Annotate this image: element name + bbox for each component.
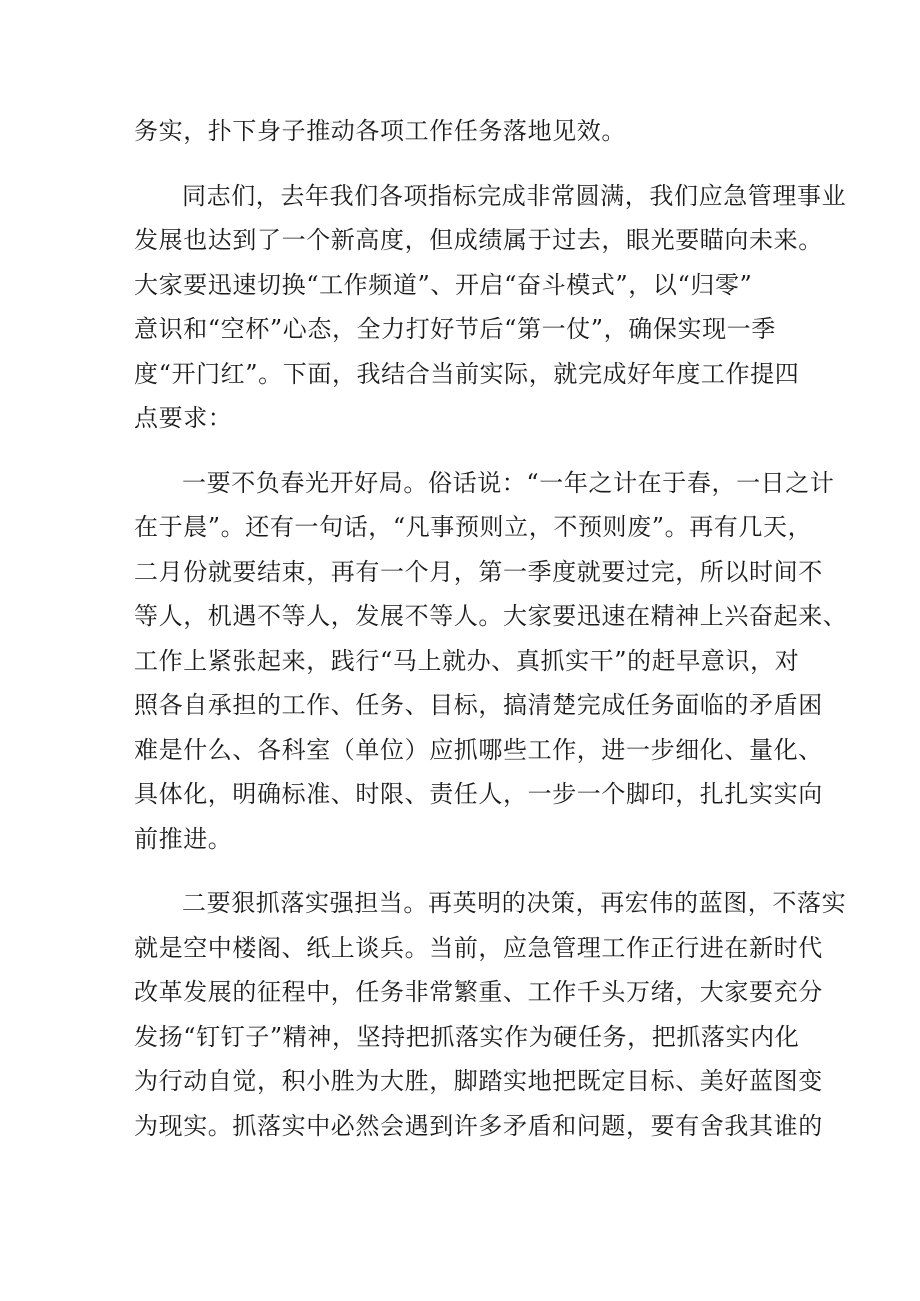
text-line: 点要求： [134,404,233,432]
text-line: 为现实。抓落实中必然会遇到许多矛盾和问题，要有舍我其谁的 [134,1111,823,1140]
text-line: 改革发展的征程中，任务非常繁重、工作千头万绪，大家要充分 [134,978,823,1006]
text-line: 同志们，去年我们各项指标完成非常圆满，我们应急管理事业 [182,181,847,210]
paragraph-gap [134,441,794,461]
text-line: 二月份就要结束，再有一个月，第一季度就要过完，所以时间不 [134,557,823,586]
text-line: 工作上紧张起来，践行“马上就办、真抓实干”的赶早意识，对 [134,646,800,675]
document-body [134,109,848,1148]
text-line: 就是空中楼阁、纸上谈兵。当前，应急管理工作正行进在新时代 [134,933,823,962]
text-line: 具体化，明确标准、时限、责任人，一步一个脚印，扎扎实实向 [134,780,823,808]
paragraph-gap [134,154,794,174]
text-line: 发扬“钉钉子”精神，坚持把抓落实作为硬任务，把抓落实内化 [134,1022,800,1051]
paragraph-gap [134,861,794,881]
text-line: 发展也达到了一个新高度，但成绩属于过去，眼光要瞄向未来。 [134,226,823,254]
text-line: 意识和“空杯”心态，全力打好节后“第一仗”，确保实现一季 [134,315,776,343]
text-line: 度“开门红”。下面，我结合当前实际，就完成好年度工作提四 [134,359,800,388]
paragraph-requirement-one [134,461,848,862]
text-line: 照各自承担的工作、任务、目标，搞清楚完成任务面临的矛盾困 [134,691,823,719]
paragraph-continuation [134,109,794,154]
text-line: 二要狠抓落实强担当。再英明的决策，再宏伟的蓝图，不落实 [182,889,847,917]
text-line: 一要不负春光开好局。俗话说：“一年之计在于春，一日之计 [182,468,835,497]
paragraph-requirement-two [134,881,847,1148]
text-line: 在于晨”。还有一句话，“凡事预则立，不预则废”。再有几天， [134,513,813,541]
text-line: 难是什么、各科室（单位）应抓哪些工作，进一步细化、量化、 [134,735,823,764]
text-line: 等人，机遇不等人，发展不等人。大家要迅速在精神上兴奋起来、 [134,602,848,630]
text-line: 大家要迅速切换“工作频道”、开启“奋斗模式”，以“归零” [134,270,753,299]
text-line: 为行动自觉，积小胜为大胜，脚踏实地把既定目标、美好蓝图变 [134,1067,823,1095]
paragraph-intro [134,174,847,441]
text-line: 前推进。 [134,824,233,853]
text-line: 务实，扑下身子推动各项工作任务落地见效。 [134,117,626,145]
